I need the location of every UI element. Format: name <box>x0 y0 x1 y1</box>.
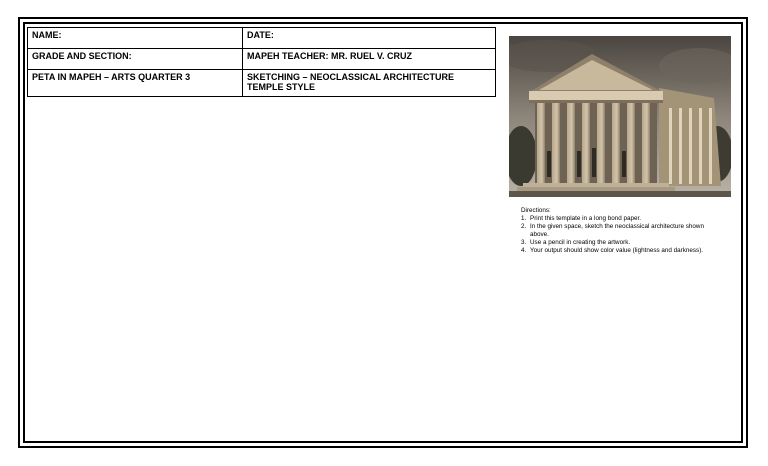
activity-title: SKETCHING – NEOCLASSICAL ARCHITECTURE TEMPLE STYLE <box>243 70 496 97</box>
directions-block <box>521 207 721 255</box>
neoclassical-temple-image <box>509 36 731 197</box>
list-item-number: 4. <box>521 247 527 254</box>
directions-list <box>521 215 721 255</box>
table-row <box>28 49 496 70</box>
date-field-label: DATE: <box>243 28 496 49</box>
peta-title: PETA IN MAPEH – ARTS QUARTER 3 <box>28 70 243 97</box>
list-item-number: 3. <box>521 239 527 246</box>
list-item-text: Print this template in a long bond paper. <box>530 215 641 222</box>
list-item-number: 2. <box>521 223 527 230</box>
teacher-label: MAPEH TEACHER: MR. RUEL V. CRUZ <box>243 49 496 70</box>
list-item-text: Use a pencil in creating the artwork. <box>530 239 631 246</box>
table-row <box>28 28 496 49</box>
list-item <box>521 223 721 239</box>
list-item <box>521 239 721 247</box>
list-item <box>521 215 721 223</box>
list-item-number: 1. <box>521 215 527 222</box>
list-item-text: In the given space, sketch the neoclassical architecture shown above. <box>530 223 704 238</box>
name-field-label: NAME: <box>28 28 243 49</box>
student-info-table <box>27 27 496 97</box>
list-item-text: Your output should show color value (lightness and darkness). <box>530 247 704 254</box>
grade-section-label: GRADE AND SECTION: <box>28 49 243 70</box>
directions-heading: Directions: <box>521 207 551 214</box>
temple-illustration <box>509 36 731 197</box>
table-row <box>28 70 496 97</box>
list-item <box>521 247 721 255</box>
